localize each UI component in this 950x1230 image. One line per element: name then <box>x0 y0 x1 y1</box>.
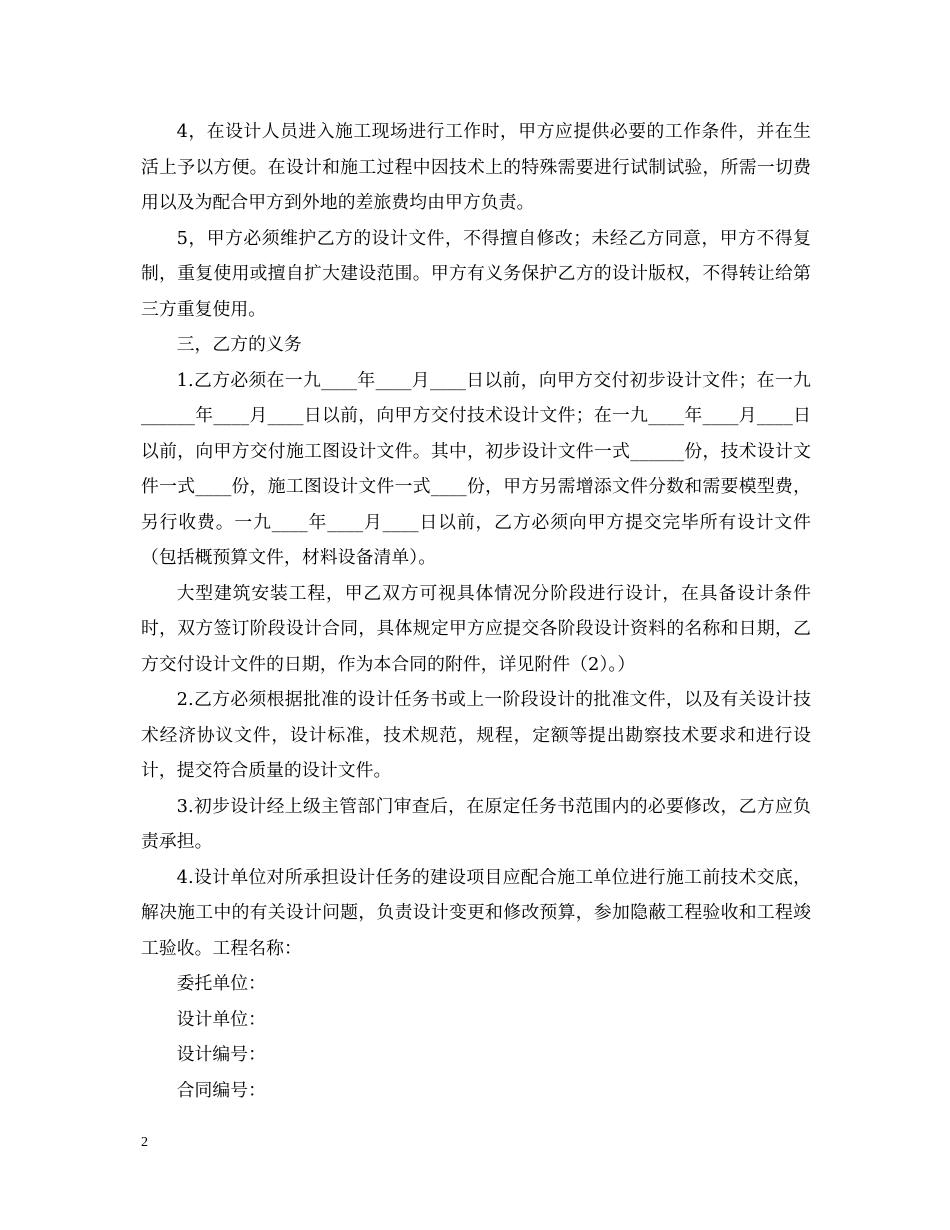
paragraph-design-standards: 2.乙方必须根据批准的设计任务书或上一阶段设计的批准文件，以及有关设计技术经济协议文件，设计标准，技术规范，规程，定额等提出勘察技术要求和进行设计，提交符合质量的设计文件。 <box>141 689 811 781</box>
paragraph-phased-design: 大型建筑安装工程，甲乙双方可视具体情况分阶段进行设计，在具备设计条件时，双方签订阶段设计合同，具体规定甲方应提交各阶段设计资料的名称和日期，乙方交付设计文件的日期，作为本合同的附件，详见附件（2）。） <box>141 582 811 675</box>
page-number: 2 <box>141 1135 148 1150</box>
section-heading-party-b-obligations: 三，乙方的义务 <box>176 334 302 355</box>
paragraph-delivery-schedule: 1.乙方必须在一九____年____月____日以前，向甲方交付初步设计文件；在一九______年____月____日以前，向甲方交付技术设计文件；在一九____年____月____日以前，向甲方交付施工图设计文件。其中，初步设计文件一式______份，技术设计文件一式____份，施工图设计文件一式____份，甲方另需增添文件分数和需要模型费，另行收费。一九____年____月____日以前，乙方必须向甲方提交完毕所有设计文件（包括概预算文件，材料设备清单）。 <box>141 369 811 568</box>
field-contract-number: 合同编号： <box>176 1079 267 1101</box>
field-commissioning-unit: 委托单位： <box>176 973 267 994</box>
document-body <box>141 114 811 1108</box>
paragraph-party-a-protect-design: 5，甲方必须维护乙方的设计文件，不得擅自修改；未经乙方同意，甲方不得复制，重复使用或擅自扩大建设范围。甲方有义务保护乙方的设计版权，不得转让给第三方重复使用。 <box>141 227 811 320</box>
paragraph-construction-support: 4.设计单位对所承担设计任务的建设项目应配合施工单位进行施工前技术交底，解决施工中的有关设计问题，负责设计变更和修改预算，参加隐蔽工程验收和工程竣工验收。工程名称： <box>141 866 811 959</box>
paragraph-preliminary-review: 3.初步设计经上级主管部门审查后，在原定任务书范围内的必要修改，乙方应负责承担。 <box>141 795 811 852</box>
field-design-number: 设计编号： <box>176 1044 267 1065</box>
field-design-unit: 设计单位： <box>176 1008 267 1030</box>
paragraph-party-a-work-conditions: 4，在设计人员进入施工现场进行工作时，甲方应提供必要的工作条件，并在生活上予以方便。在设计和施工过程中因技术上的特殊需要进行试制试验，所需一切费用以及为配合甲方到外地的差旅费均由甲方负责。 <box>141 121 811 213</box>
